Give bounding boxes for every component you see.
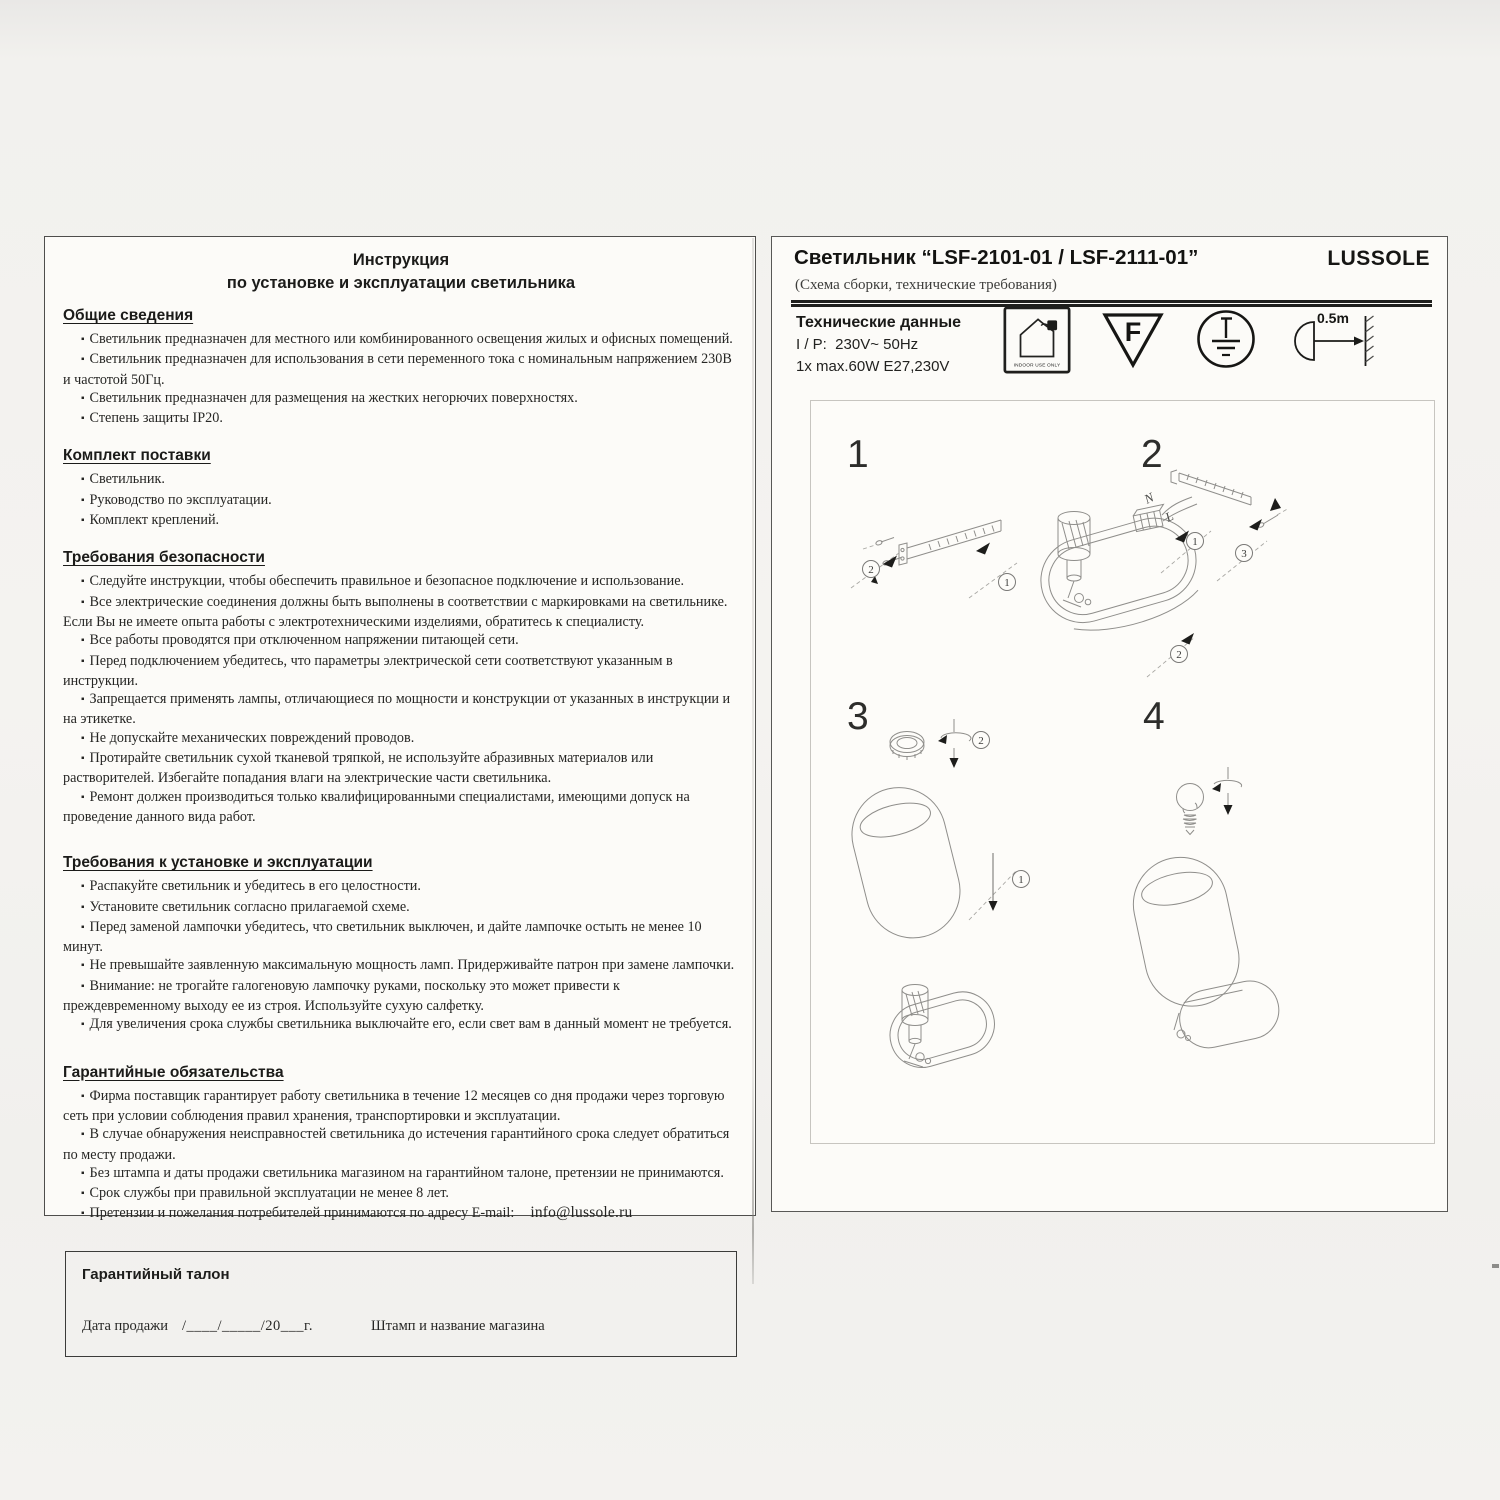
step-1-drawing	[851, 520, 1017, 598]
section-warranty-obligations	[63, 1064, 739, 1225]
section-general-info	[63, 307, 739, 429]
page-title	[63, 249, 739, 295]
step-4-number: 4	[1143, 695, 1165, 738]
section-safety-requirements	[63, 549, 739, 826]
step-1-number: 1	[847, 433, 869, 476]
indoor-use-only-icon	[1003, 306, 1071, 374]
list-item: ▪ Светильник.	[63, 470, 739, 490]
wire-label-l: L	[1162, 508, 1176, 525]
store-stamp-label: Штамп и название магазина	[371, 1317, 545, 1334]
wire-label-n: N	[1141, 489, 1157, 507]
section-heading: Комплект поставки	[63, 447, 211, 465]
brand-logo: LUSSOLE	[1327, 247, 1430, 270]
list-item: ▪ Не превышайте заявленную максимальную мощность ламп. Придерживайте патрон при замене лампочки.	[63, 956, 739, 976]
list-item: ▪ Установите светильник согласно прилагаемой схеме.	[63, 898, 739, 918]
sale-date-blank: /____/_____/20___г.	[181, 1317, 313, 1334]
f-mark-letter: F	[1124, 317, 1142, 347]
step-3-callout-2: 2	[978, 735, 984, 747]
list-item: ▪ Запрещается применять лампы, отличающиеся по мощности и конструкции от указанных в инструкции и на этикетке.	[63, 690, 739, 729]
grounding-icon	[1195, 308, 1257, 370]
list-item: ▪ Светильник предназначен для размещения на жестких негорючих поверхностях.	[63, 389, 739, 409]
certification-icons	[1003, 306, 1375, 374]
section-heading: Гарантийные обязательства	[63, 1063, 284, 1081]
section-heading: Общие сведения	[63, 307, 194, 324]
warranty-card	[65, 1251, 737, 1357]
indoor-use-label: INDOOR USE ONLY	[1013, 363, 1061, 369]
assembly-diagram-svg	[811, 401, 1434, 1143]
assembly-page	[771, 236, 1448, 1212]
list-item: ▪ Фирма поставщик гарантирует работу светильника в течение 12 месяцев со дня продажи через торговую сеть при условии соблюдения правил хранения, транспортировки и эксплуатации.	[63, 1087, 739, 1126]
step-4-drawing	[1125, 767, 1285, 1053]
section-heading: Требования безопасности	[63, 549, 265, 567]
page-title-line2: по установке и эксплуатации светильника	[226, 274, 576, 292]
email-label: Претензии и пожелания потребителей принимаются по адресу E-mail:	[89, 1205, 515, 1222]
page-title-line1: Инструкция	[352, 251, 450, 269]
section-heading: Требования к установке и эксплуатации	[63, 854, 373, 872]
section-installation-requirements	[63, 854, 739, 1035]
section-package-contents	[63, 447, 739, 531]
instruction-page	[44, 236, 756, 1334]
list-item: ▪ Ремонт должен производиться только квалифицированными специалистами, имеющими допуск на проведение данного вида работ.	[63, 788, 739, 827]
min-distance-icon	[1287, 308, 1375, 370]
lamp-model-title: Светильник “LSF-2101-01 / LSF-2111-01”	[794, 246, 1199, 269]
step-1-callout-1: 1	[1004, 577, 1010, 589]
list-item: ▪ Все работы проводятся при отключенном напряжении питающей сети.	[63, 631, 739, 651]
f-mark-icon	[1101, 310, 1165, 370]
step-2-callout-2: 2	[1176, 649, 1182, 661]
list-item: ▪ Срок службы при правильной эксплуатации не менее 8 лет.	[63, 1184, 739, 1204]
email-address: info@lussole.ru	[530, 1204, 633, 1222]
distance-label: 0.5m	[1317, 310, 1349, 326]
list-item: ▪ Светильник предназначен для местного или комбинированного освещения жилых и офисных помещений.	[63, 330, 739, 350]
step-3-callout-1: 1	[1018, 874, 1024, 886]
step-2-drawing	[1031, 470, 1289, 677]
list-item: ▪ Распакуйте светильник и убедитесь в его целостности.	[63, 877, 739, 897]
list-item: ▪ Протирайте светильник сухой тканевой тряпкой, не используйте абразивных материалов или растворителей. Избегайте попадания влаги на электрические части светильника.	[63, 749, 739, 788]
list-item: ▪ Руководство по эксплуатации.	[63, 491, 739, 511]
step-3-number: 3	[847, 695, 869, 738]
list-item: ▪ Без штампа и даты продажи светильника магазином на гарантийном талоне, претензии не принимаются.	[63, 1164, 739, 1184]
step-2-callout-1: 1	[1192, 536, 1198, 548]
assembly-diagram	[810, 400, 1435, 1144]
list-item: ▪ Перед подключением убедитесь, что параметры электрической сети соответствуют указанным в инструкции.	[63, 652, 739, 691]
step-2-callout-3: 3	[1241, 548, 1247, 560]
list-item: ▪ Следуйте инструкции, чтобы обеспечить правильное и безопасное подключение и использование.	[63, 572, 739, 592]
list-item: ▪ В случае обнаружения неисправностей светильника до истечения гарантийного срока следует обратиться по месту продажи.	[63, 1125, 739, 1164]
list-item: ▪ Внимание: не трогайте галогеновую лампочку руками, поскольку это может привести к преждевременному выходу ее из строя. Используйте сухую салфетку.	[63, 977, 739, 1016]
page-fold-crease	[752, 238, 754, 1284]
list-item: ▪ Все электрические соединения должны быть выполнены в соответствии с маркировками на светильнике. Если Вы не имеете опыта работы с электротехническими изделиями, обратитесь к специалисту.	[63, 593, 739, 632]
list-item: ▪ Не допускайте механических повреждений проводов.	[63, 729, 739, 749]
list-item: ▪ Комплект креплений.	[63, 511, 739, 531]
warranty-date-row	[82, 1318, 720, 1335]
warranty-card-title: Гарантийный талон	[82, 1265, 230, 1283]
list-item-email	[63, 1204, 739, 1224]
list-item: ▪ Светильник предназначен для использования в сети переменного тока с номинальным напряжением 230В и частотой 50Гц.	[63, 350, 739, 389]
list-item: ▪ Степень защиты IP20.	[63, 409, 739, 429]
scan-edge-artifact	[1492, 1264, 1499, 1268]
list-item: ▪ Для увеличения срока службы светильника выключайте его, если свет вам в данный момент не требуется.	[63, 1015, 739, 1035]
sale-date-label: Дата продажи	[82, 1317, 168, 1334]
tech-data-voltage: I / P: 230V~ 50Hz	[796, 336, 919, 353]
step-3-drawing	[842, 719, 1030, 1075]
tech-data-heading: Технические данные	[796, 314, 962, 331]
step-2-number: 2	[1141, 433, 1163, 476]
page-subtitle: (Схема сборки, технические требования)	[795, 277, 1057, 293]
tech-data-lamp: 1x max.60W E27,230V	[796, 358, 950, 375]
list-item: ▪ Перед заменой лампочки убедитесь, что светильник выключен, и дайте лампочке остыть не менее 10 минут.	[63, 918, 739, 957]
step-1-callout-2: 2	[868, 564, 874, 576]
